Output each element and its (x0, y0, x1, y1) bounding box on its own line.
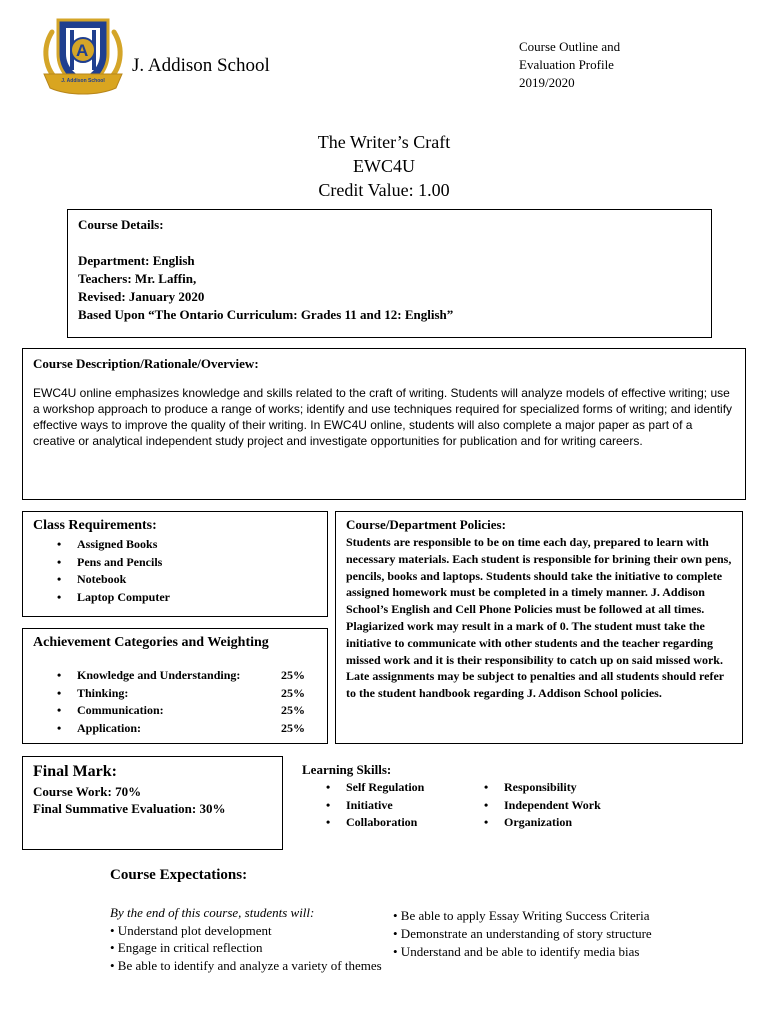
credit-value: Credit Value: 1.00 (318, 180, 450, 200)
crest-ribbon-text: J. Addison School (61, 78, 105, 84)
header-line: 2019/2020 (519, 75, 575, 90)
course-description-box (22, 348, 746, 500)
learning-skills-list-right (460, 779, 601, 832)
expectations-right-column (393, 907, 733, 961)
list-item: • Independent Work (460, 797, 601, 815)
achievement-categories-box (22, 628, 328, 744)
course-title: The Writer’s Craft (317, 132, 451, 152)
achievement-weight: 25% (281, 703, 305, 717)
achievement-label: Application: (77, 720, 142, 735)
list-item: • Be able to identify and analyze a variety of themes (110, 957, 382, 973)
achievement-weight: 25% (281, 685, 305, 700)
course-details-title: Course Details: (78, 217, 164, 232)
list-item: • Organization (460, 814, 601, 832)
achievement-row (33, 685, 317, 703)
expectations-intro: By the end of this course, students will: (110, 905, 315, 920)
achievement-row (33, 702, 317, 720)
policies-title: Course/Department Policies: (346, 517, 506, 532)
achievement-label: Communication: (77, 703, 164, 717)
course-policies-box (335, 511, 743, 744)
teachers-line: Teachers: Mr. Laffin, (78, 271, 197, 286)
list-item: • Demonstrate an understanding of story structure (393, 926, 652, 941)
course-code: EWC4U (353, 156, 415, 176)
requirements-list (33, 536, 317, 606)
list-item: • Notebook (33, 571, 317, 589)
list-item: • Laptop Computer (33, 589, 317, 607)
list-item: • Be able to apply Essay Writing Success Criteria (393, 908, 650, 923)
department-line: Department: English (78, 253, 195, 268)
course-details-box (67, 209, 712, 338)
achievement-row (33, 667, 317, 685)
course-description-text: EWC4U online emphasizes knowledge and skills related to the craft of writing. Students will analyze models of effective writing; use a workshop approach to produce a range of works; identify and use techniques required for specialized forms of writing; and identify effective ways to improve the quality of their writing. In EWC4U online, students will also complete a major paper as part of a creative or analytical independent study project and investigate opportunities for publication and for writing careers. (33, 386, 733, 448)
list-item: • Initiative (302, 797, 424, 815)
achievement-row (33, 720, 317, 738)
header-line: Evaluation Profile (519, 57, 614, 72)
class-requirements-box (22, 511, 328, 617)
revised-line: Revised: January 2020 (78, 289, 205, 304)
list-item: • Engage in critical reflection (110, 940, 263, 955)
course-description-title: Course Description/Rationale/Overview: (33, 356, 259, 371)
expectations-left-column (110, 904, 400, 974)
crest-letter: A (76, 41, 89, 60)
final-mark-title: Final Mark: (33, 763, 117, 780)
curriculum-line: Based Upon “The Ontario Curriculum: Grades 11 and 12: English” (78, 307, 454, 322)
list-item: • Assigned Books (33, 536, 317, 554)
school-name: J. Addison School (132, 55, 270, 76)
achievement-weight: 25% (281, 668, 305, 682)
achievement-label: Knowledge and Understanding: (77, 668, 241, 682)
document-type-header (519, 38, 620, 92)
list-item: • Self Regulation (302, 779, 424, 797)
list-item: • Collaboration (302, 814, 424, 832)
class-requirements-title: Class Requirements: (33, 518, 157, 533)
list-item: • Pens and Pencils (33, 554, 317, 572)
course-work-weight: Course Work: 70% (33, 784, 142, 799)
list-item: • Understand plot development (110, 922, 272, 938)
course-expectations-title: Course Expectations: (110, 867, 248, 883)
course-title-block (0, 130, 768, 202)
learning-skills-list-left (302, 779, 424, 832)
achievement-title: Achievement Categories and Weighting (33, 635, 269, 650)
list-item: • Responsibility (460, 779, 601, 797)
list-item: • Understand and be able to identify media bias (393, 944, 640, 959)
header-line: Course Outline and (519, 39, 621, 54)
policies-text: Students are responsible to be on time each day, prepared to learn with necessary materials. Each student is responsible for brining their own pens, pencils, books and laptops. Students should take the initiative to complete assigned homework must be completed in a timely manner. J. Addison School’s English and Cell Phone Policies must be followed at all times. Plagiarized work may result in a mark of 0. The student must take the initiative to communicate with other students and the teacher regarding missed work and it is their responsibility to catch up on said missed work. Late assignments may be subject to penalties and all students should refer to the student handbook regarding J. Addison School policies. (346, 535, 732, 701)
achievement-label: Thinking: (77, 685, 129, 700)
school-crest-logo (38, 14, 128, 98)
learning-skills-title: Learning Skills: (302, 762, 392, 777)
final-mark-box (22, 756, 283, 850)
summative-weight: Final Summative Evaluation: 30% (33, 801, 226, 816)
achievement-weight: 25% (281, 720, 305, 735)
